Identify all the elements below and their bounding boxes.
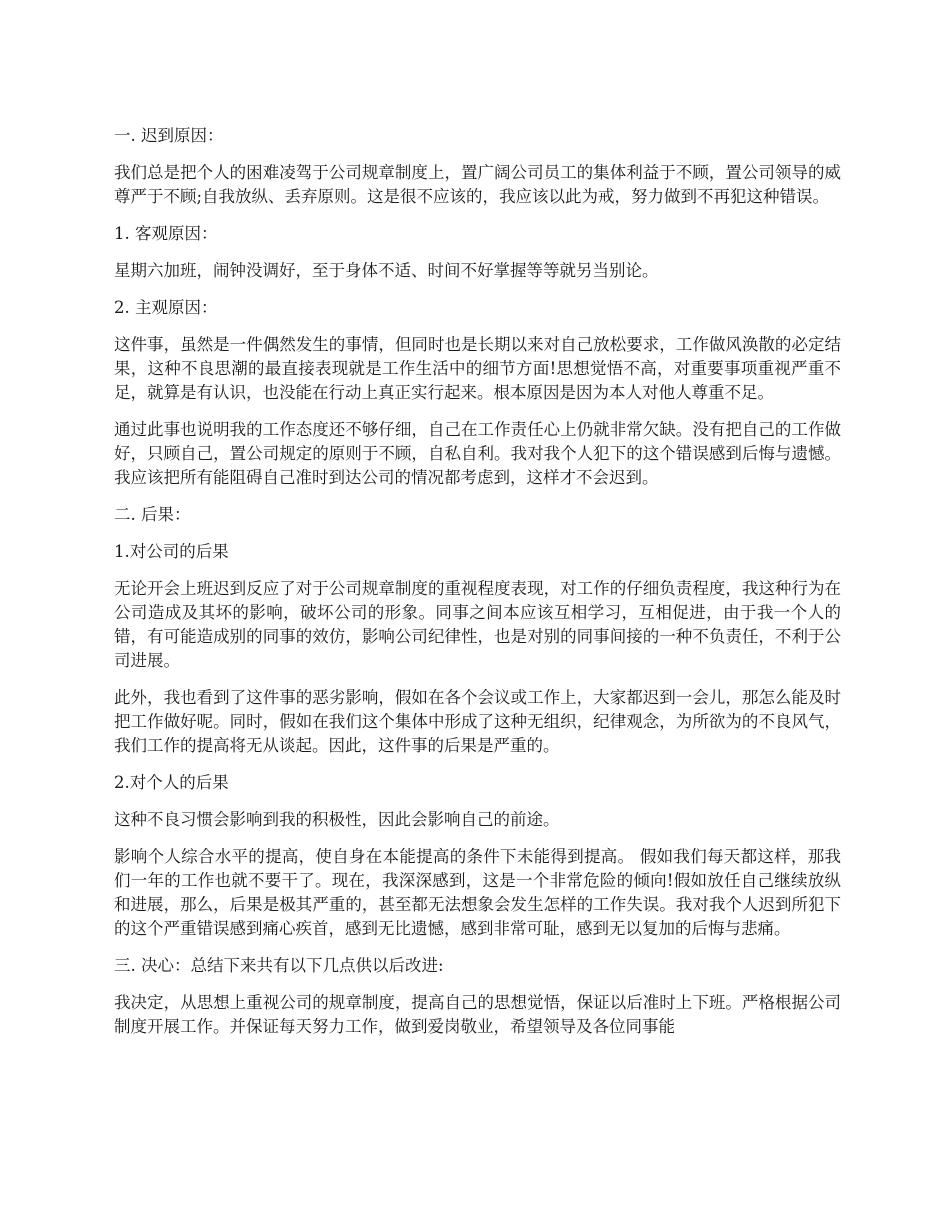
document-body [114, 124, 841, 1052]
paragraph-objective: 星期六加班，闹钟没调好，至于身体不适、时间不好掌握等等就另当别论。 [114, 261, 659, 280]
paragraph-subjective: 这件事，虽然是一件偶然发生的事情，但同时也是长期以来对自己放松要求，工作做风涣散的必定结果，这种不良思潮的最直接表现就是工作生活中的细节方面!思想觉悟不高，对重要事项重视严重不足，就算是有认识，也没能在行动上真正实行起来。根本原因是因为本人对他人尊重不足。 [114, 335, 841, 402]
paragraph-work-attitude: 通过此事也说明我的工作态度还不够仔细，自己在工作责任心上仍就非常欠缺。没有把自己的工作做好，只顾自己，置公司规定的原则于不顾，自私自利。我对我个人犯下的这个错误感到后悔与遗憾。我应该把所有能阻碍自己准时到达公司的情况都考虑到，这样才不会迟到。 [114, 420, 841, 487]
heading-late-reasons: 一. 迟到原因： [114, 126, 224, 145]
paragraph-resolution: 我决定，从思想上重视公司的规章制度，提高自己的思想觉悟，保证以后准时上下班。严格根据公司制度开展工作。并保证每天努力工作，做到爱岗敬业，希望领导及各位同事能 [114, 993, 841, 1036]
paragraph-company-consequences: 无论开会上班迟到反应了对于公司规章制度的重视程度表现，对工作的仔细负责程度，我这种行为在公司造成及其坏的影响，破坏公司的形象。同事之间本应该互相学习，互相促进，由于我一个人的错，有可能造成别的同事的效仿，影响公司纪律性，也是对别的同事间接的一种不负责任，不利于公司进展。 [114, 579, 841, 670]
heading-company-consequences: 1.对公司的后果 [114, 542, 229, 561]
heading-subjective-reasons: 2. 主观原因： [114, 298, 218, 317]
paragraph-personal-future: 这种不良习惯会影响到我的积极性，因此会影响自己的前途。 [114, 810, 560, 829]
heading-resolution: 三. 决心：总结下来共有以下几点供以后改进: [114, 956, 444, 975]
paragraph-personal-growth: 影响个人综合水平的提高，使自身在本能提高的条件下未能得到提高。 假如我们每天都这样，那我们一年的工作也就不要干了。现在，我深深感到，这是一个非常危险的倾向!假如放任自己继续放纵和进展，那么，后果是极其严重的，甚至都无法想象会发生怎样的工作失误。我对我个人迟到所犯下的这个严重错误感到痛心疾首，感到无比遗憾，感到非常可耻，感到无以复加的后悔与悲痛。 [114, 847, 841, 938]
heading-objective-reasons: 1. 客观原因： [114, 224, 218, 243]
paragraph-intro: 我们总是把个人的困难凌驾于公司规章制度上，置广阔公司员工的集体利益于不顾，置公司领导的威尊严于不顾;自我放纵、丢弃原则。这是很不应该的，我应该以此为戒，努力做到不再犯这种错误。 [114, 163, 841, 206]
paragraph-bad-influence: 此外，我也看到了这件事的恶劣影响，假如在各个会议或工作上，大家都迟到一会儿，那怎么能及时把工作做好呢。同时，假如在我们这个集体中形成了这种无组织，纪律观念，为所欲为的不良风气，我们工作的提高将无从谈起。因此，这件事的后果是严重的。 [114, 688, 841, 755]
heading-personal-consequences: 2.对个人的后果 [114, 773, 229, 792]
heading-consequences: 二. 后果： [114, 505, 191, 524]
